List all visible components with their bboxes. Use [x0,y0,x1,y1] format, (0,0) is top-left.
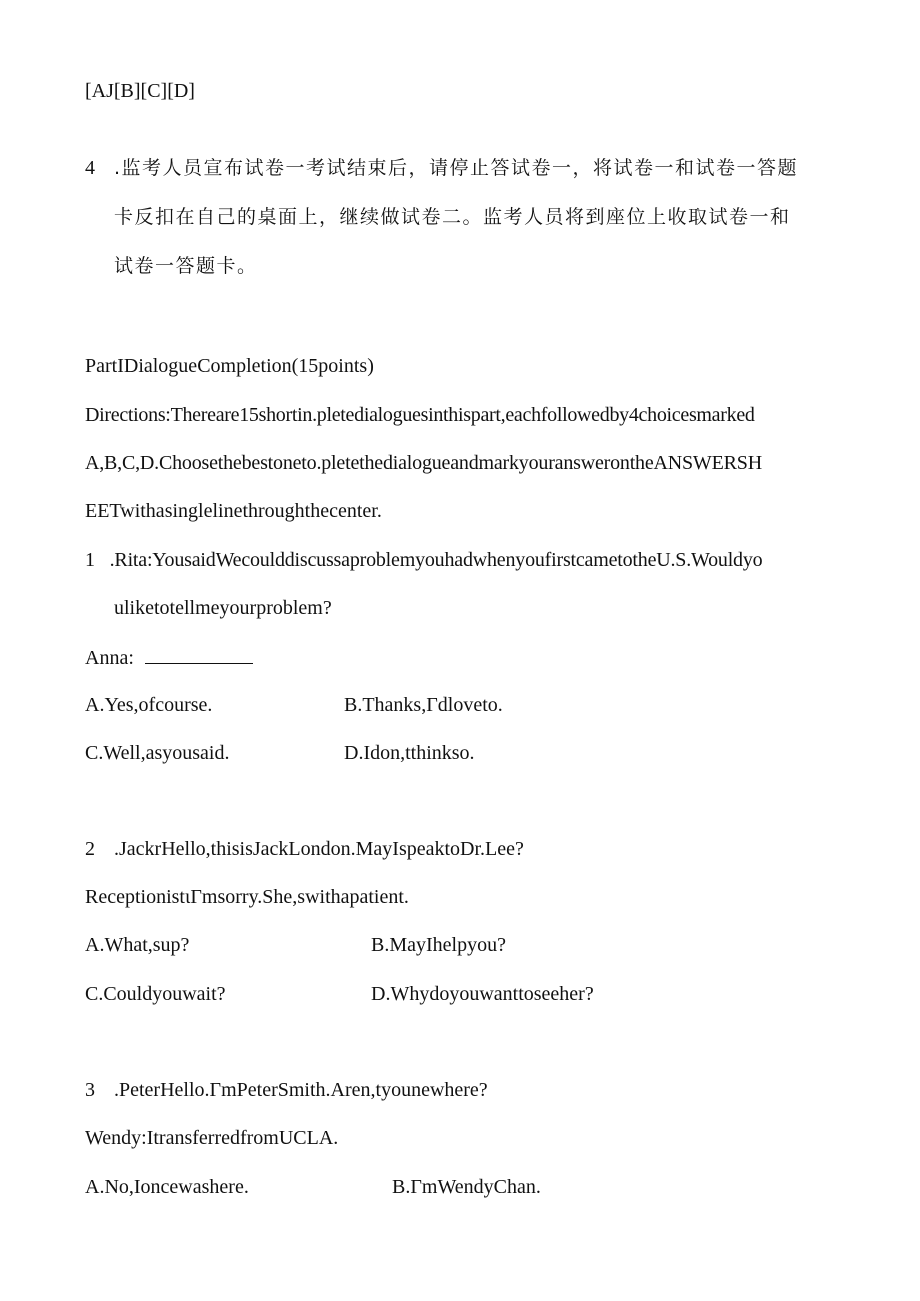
answer-blank [145,643,253,664]
question-text: .Rita:YousaidWecoulddiscussaproblemyouhadwhenyoufirstcametotheU.S.Wouldyo [109,549,763,571]
question-text: .PeterHello.ΓmPeterSmith.Aren,tyounewhere? [114,1079,488,1101]
question-3-line2: Wendy:ItransferredfromUCLA. [85,1127,339,1149]
question-2-line2: ReceptionistιΓmsorry.She,swithapatient. [85,886,409,908]
instruction-4-line3: 试卷一答题卡。 [114,255,258,277]
question-2-line1 [85,835,524,863]
answer-choices-line: [AJ[B][C][D] [85,80,195,102]
question-1-response [85,643,253,672]
directions-line3: EETwithasinglelinethroughthecenter. [85,500,382,522]
instruction-number: 4 [85,157,95,179]
question-text: .JackrHello,thisisJackLondon.MayIspeaktoDr.Lee? [114,838,524,860]
question-number: 3 [85,1079,95,1101]
question-1-option-c: C.Well,asyousaid. [85,742,230,764]
directions-line2: A,B,C,D.Choosethebestoneto.pletethedialogueandmarkyouranswerontheANSWERSH [85,452,762,474]
directions-line1: Directions:Thereare15shortin.pletedialoguesinthispart,eachfollowedby4choicesmarked [85,404,755,426]
instruction-4-line2: 卡反扣在自己的桌面上，继续做试卷二。监考人员将到座位上收取试卷一和 [114,206,791,228]
question-2-option-d: D.Whydoyouwanttoseeher? [371,983,594,1005]
question-1-option-b: B.Thanks,Γdloveto. [344,694,503,716]
question-2-option-b: B.MayIhelpyou? [371,934,506,956]
question-3-option-a: A.No,Ioncewashere. [85,1176,249,1198]
question-1-line1 [85,546,762,574]
question-1-line2: uliketotellmeyourproblem? [114,597,332,619]
instruction-text: .监考人员宣布试卷一考试结束后，请停止答试卷一，将试卷一和试卷一答题 [114,157,799,179]
question-3-line1 [85,1076,488,1104]
response-speaker: Anna: [85,647,134,669]
instruction-4-line1 [85,154,798,182]
question-2-option-a: A.What,sup? [85,934,190,956]
question-number: 1 [85,549,95,571]
part-title: PartIDialogueCompletion(15points) [85,355,374,377]
question-3-option-b: B.ΓmWendyChan. [392,1176,541,1198]
question-2-option-c: C.Couldyouwait? [85,983,226,1005]
question-number: 2 [85,838,95,860]
question-1-option-d: D.Idon,tthinkso. [344,742,475,764]
question-1-option-a: A.Yes,ofcourse. [85,694,213,716]
